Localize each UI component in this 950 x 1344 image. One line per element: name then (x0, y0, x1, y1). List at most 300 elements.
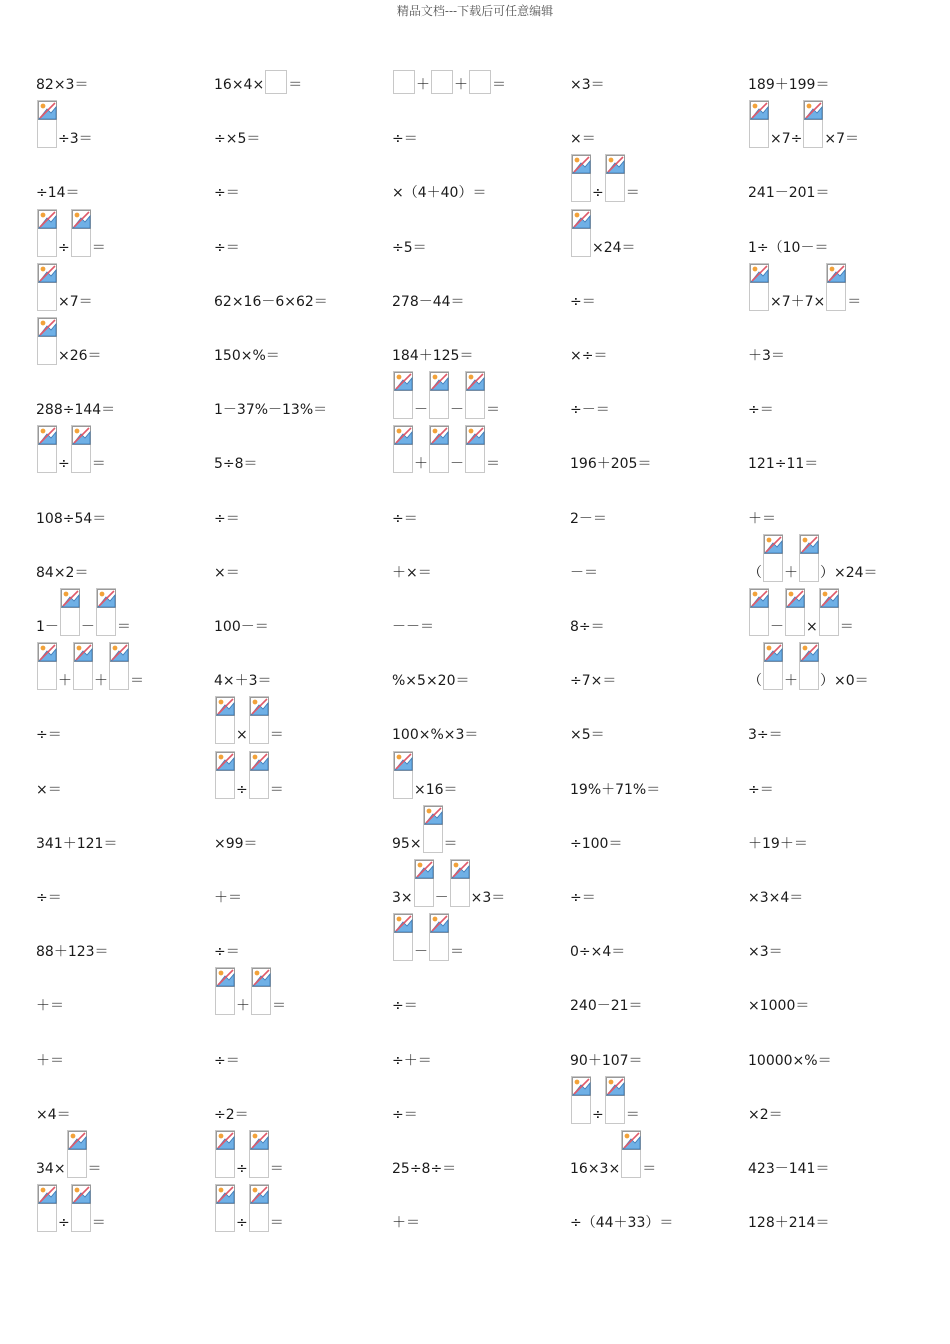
image-placeholder-icon (424, 806, 443, 825)
expression-text: ＋19＋＝ (748, 835, 808, 852)
exercise-item (36, 1182, 106, 1232)
exercise-item (36, 98, 93, 148)
exercise-item (392, 369, 500, 419)
expression-text: 19%＋71%＝ (570, 781, 661, 798)
expression-text: ×26＝ (58, 348, 102, 364)
image-placeholder-icon (430, 914, 449, 933)
exercise-item (36, 315, 102, 365)
exercise-item (36, 827, 117, 853)
answer-box[interactable] (215, 1130, 235, 1178)
exercise-item (570, 502, 607, 528)
image-placeholder-icon (750, 589, 769, 608)
answer-box[interactable] (803, 100, 823, 148)
expression-text: ÷ (592, 1106, 604, 1123)
answer-blank[interactable] (393, 70, 415, 94)
answer-box[interactable] (423, 805, 443, 853)
expression-text: ×（4＋40）＝ (392, 185, 487, 202)
answer-box[interactable] (571, 154, 591, 202)
expression-text: ×7＝ (824, 131, 860, 148)
image-placeholder-icon (800, 535, 819, 554)
answer-box[interactable] (749, 100, 769, 148)
exercise-item (392, 556, 432, 582)
image-placeholder-icon (750, 264, 769, 283)
expression-text: ＋3＝ (748, 348, 785, 364)
image-placeholder-icon (250, 1131, 269, 1150)
answer-box[interactable] (37, 263, 57, 311)
exercise-item (36, 881, 62, 907)
image-placeholder-icon (394, 426, 413, 445)
exercise-item (570, 285, 596, 311)
exercise-item (570, 718, 605, 744)
answer-box[interactable] (37, 425, 57, 473)
expression-text: ÷ (236, 781, 248, 798)
exercise-item (36, 176, 80, 202)
expression-text: － (450, 402, 464, 419)
expression-text: － (414, 944, 428, 961)
image-placeholder-icon (38, 101, 57, 120)
answer-box[interactable] (785, 588, 805, 636)
image-placeholder-icon (250, 752, 269, 771)
expression-text: ＋＝ (36, 1052, 64, 1069)
exercise-item (36, 718, 62, 744)
exercise-item (392, 857, 505, 907)
exercise-item (214, 176, 240, 202)
answer-box[interactable] (71, 1184, 91, 1232)
answer-box[interactable] (37, 317, 57, 365)
answer-box[interactable] (60, 588, 80, 636)
expression-text: ＝ (87, 1161, 102, 1177)
expression-text: 1÷（10－＝ (748, 239, 829, 256)
expression-text: 62×16－6×62＝ (214, 293, 328, 310)
answer-box[interactable] (393, 371, 413, 419)
exercise-item (392, 610, 434, 636)
image-placeholder-icon (415, 860, 434, 879)
image-placeholder-icon (252, 968, 271, 987)
expression-text: ＝ (450, 944, 464, 961)
expression-text: ＋ (784, 564, 798, 581)
exercise-item (214, 393, 327, 419)
expression-text: ÷＋＝ (392, 1052, 432, 1069)
answer-box[interactable] (249, 696, 269, 744)
expression-text: 5÷8＝ (214, 456, 258, 473)
exercise-item (214, 1098, 249, 1124)
exercise-item (36, 556, 88, 582)
exercise-item (36, 1098, 71, 1124)
expression-text: ÷2＝ (214, 1106, 249, 1123)
expression-text: ＝ (91, 1215, 106, 1232)
expression-text: （ (748, 564, 762, 581)
expression-text: 4×＋3＝ (214, 673, 272, 690)
expression-text: 84×2＝ (36, 564, 89, 581)
expression-text: 16×3× (570, 1161, 621, 1177)
exercise-item (392, 502, 418, 528)
expression-text: ＝ (839, 619, 854, 635)
expression-text: ＋ (416, 77, 430, 93)
expression-text: ＝ (269, 1215, 284, 1232)
expression-text: 34× (36, 1161, 66, 1177)
exercise-item (392, 664, 470, 690)
expression-text: 196＋205＝ (570, 456, 652, 473)
exercise-item (748, 502, 776, 528)
expression-text: 100×%×3＝ (392, 727, 479, 744)
answer-box[interactable] (73, 642, 93, 690)
expression-text: ＋ (58, 673, 72, 690)
expression-text: ＝ (269, 781, 284, 798)
answer-box[interactable] (414, 859, 434, 907)
exercise-item (36, 586, 131, 636)
exercise-item (570, 1128, 656, 1178)
exercise-item (570, 68, 605, 94)
expression-text: 341＋121＝ (36, 835, 118, 852)
expression-text: 100－＝ (214, 619, 269, 635)
answer-box[interactable] (37, 642, 57, 690)
exercise-item (392, 176, 486, 202)
exercise-item (214, 664, 272, 690)
exercise-item (748, 231, 828, 257)
answer-box[interactable] (749, 263, 769, 311)
expression-text: 16×4× (214, 77, 265, 93)
exercise-item (748, 1152, 829, 1178)
exercise-item (748, 881, 803, 907)
expression-text: －－＝ (392, 619, 434, 635)
image-placeholder-icon (466, 372, 485, 391)
answer-box[interactable] (429, 913, 449, 961)
answer-box[interactable] (393, 425, 413, 473)
exercise-item (748, 261, 861, 311)
expression-text: 3÷＝ (748, 727, 783, 744)
exercise-item (748, 773, 774, 799)
image-placeholder-icon (394, 752, 413, 771)
exercise-item (214, 447, 258, 473)
answer-box[interactable] (799, 534, 819, 582)
expression-text: ÷＝ (748, 781, 774, 798)
expression-text: 423－141＝ (748, 1161, 830, 1177)
expression-text: ÷ (58, 456, 70, 473)
expression-text: ÷＝ (392, 998, 418, 1015)
exercise-item (214, 339, 280, 365)
expression-text: ＝ (486, 402, 500, 419)
expression-text: ×16＝ (414, 781, 458, 798)
exercise-item (36, 935, 109, 961)
exercise-item (36, 68, 88, 94)
expression-text: ×4＝ (36, 1106, 71, 1123)
exercise-item (214, 1182, 284, 1232)
expression-text: ÷14＝ (36, 185, 80, 202)
image-placeholder-icon (572, 210, 591, 229)
expression-text: ×＝ (36, 781, 62, 798)
answer-box[interactable] (621, 1130, 641, 1178)
exercise-item (748, 447, 818, 473)
exercise-item (570, 1044, 643, 1070)
exercise-item (570, 827, 622, 853)
exercise-item (36, 640, 144, 690)
expression-text: －＝ (570, 564, 598, 581)
expression-text: ＝ (269, 1161, 284, 1177)
expression-text: ＝ (847, 293, 862, 310)
answer-box[interactable] (251, 967, 271, 1015)
expression-text: － (450, 456, 464, 473)
image-placeholder-icon (97, 589, 116, 608)
exercise-item (748, 176, 829, 202)
expression-text: ÷＝ (570, 890, 596, 906)
expression-text: 240－21＝ (570, 998, 643, 1015)
page-header: 精品文档---下载后可任意编辑 (396, 4, 554, 18)
image-placeholder-icon (820, 589, 839, 608)
image-placeholder-icon (750, 101, 769, 120)
expression-text: ＋＝ (36, 998, 64, 1015)
answer-box[interactable] (37, 1184, 57, 1232)
answer-box[interactable] (571, 209, 591, 257)
expression-text: ＋ (94, 673, 108, 690)
expression-text: 108÷54＝ (36, 510, 107, 527)
expression-text: ＝ (288, 77, 303, 93)
image-placeholder-icon (38, 426, 57, 445)
expression-text: × (236, 727, 248, 744)
exercise-item (36, 423, 106, 473)
exercise-item (570, 393, 610, 419)
expression-text: ＝ (642, 1161, 657, 1177)
answer-box[interactable] (249, 751, 269, 799)
expression-text: ÷＝ (392, 510, 418, 527)
expression-text: 82×3＝ (36, 77, 89, 93)
expression-text: ）×0＝ (820, 673, 869, 690)
exercise-item (214, 231, 240, 257)
answer-box[interactable] (450, 859, 470, 907)
expression-text: ＝ (486, 456, 500, 473)
exercise-item (748, 718, 783, 744)
image-placeholder-icon (606, 155, 625, 174)
answer-box[interactable] (37, 209, 57, 257)
expression-text: ÷－＝ (570, 402, 610, 419)
image-placeholder-icon (72, 210, 91, 229)
expression-text: ×÷＝ (570, 348, 608, 364)
answer-box[interactable] (67, 1130, 87, 1178)
expression-text: ÷＝ (392, 1106, 418, 1123)
answer-box[interactable] (215, 1184, 235, 1232)
answer-box[interactable] (429, 371, 449, 419)
expression-text: ＋ (236, 998, 250, 1015)
image-placeholder-icon (606, 1077, 625, 1096)
expression-text: ÷＝ (214, 510, 240, 527)
exercise-item (570, 556, 598, 582)
expression-text: ÷＝ (748, 402, 774, 419)
answer-box[interactable] (763, 534, 783, 582)
exercise-item (214, 881, 242, 907)
image-placeholder-icon (430, 426, 449, 445)
exercise-item (392, 122, 418, 148)
expression-text: ＝ (625, 1106, 640, 1123)
exercise-item (748, 1044, 832, 1070)
image-placeholder-icon (250, 697, 269, 716)
expression-text: ＋×＝ (392, 564, 432, 581)
image-placeholder-icon (572, 155, 591, 174)
expression-text: ÷ (236, 1161, 248, 1177)
expression-text: ×1000＝ (748, 998, 810, 1015)
expression-text: 1－ (36, 619, 59, 635)
answer-box[interactable] (763, 642, 783, 690)
exercise-item (392, 749, 458, 799)
image-placeholder-icon (786, 589, 805, 608)
expression-text: 278－44＝ (392, 293, 465, 310)
exercise-item (214, 935, 240, 961)
answer-box[interactable] (393, 913, 413, 961)
exercise-item (36, 773, 62, 799)
exercise-item (392, 285, 465, 311)
exercise-item (748, 989, 809, 1015)
answer-box[interactable] (605, 1076, 625, 1124)
exercise-item (214, 694, 284, 744)
expression-text: ＝ (272, 998, 286, 1015)
exercise-item (36, 989, 64, 1015)
exercise-item (214, 1044, 240, 1070)
answer-box[interactable] (71, 209, 91, 257)
expression-text: － (414, 402, 428, 419)
expression-text: ＝ (91, 239, 106, 256)
exercise-item (392, 1152, 456, 1178)
expression-text: 184＋125＝ (392, 348, 474, 364)
image-placeholder-icon (216, 1185, 235, 1204)
expression-text: － (80, 619, 95, 635)
expression-text: ＋＝ (392, 1215, 420, 1232)
expression-text: 95× (392, 835, 422, 852)
exercise-item (214, 122, 260, 148)
expression-text: （ (748, 673, 762, 690)
answer-box[interactable] (109, 642, 129, 690)
expression-text: － (434, 890, 449, 906)
answer-box[interactable] (749, 588, 769, 636)
expression-text: 10000×%＝ (748, 1052, 832, 1069)
image-placeholder-icon (216, 1131, 235, 1150)
exercise-item (214, 610, 269, 636)
exercise-item (214, 502, 240, 528)
answer-box[interactable] (465, 371, 485, 419)
exercise-item (570, 935, 625, 961)
image-placeholder-icon (800, 643, 819, 662)
exercise-item (570, 152, 640, 202)
answer-box[interactable] (826, 263, 846, 311)
expression-text: × (806, 619, 818, 635)
expression-text: ÷5＝ (392, 239, 427, 256)
expression-text: 128＋214＝ (748, 1215, 830, 1232)
image-placeholder-icon (764, 643, 783, 662)
answer-blank[interactable] (265, 70, 287, 94)
expression-text: ÷＝ (214, 944, 240, 961)
answer-box[interactable] (96, 588, 116, 636)
expression-text: 90＋107＝ (570, 1052, 643, 1069)
answer-box[interactable] (249, 1184, 269, 1232)
answer-box[interactable] (605, 154, 625, 202)
exercise-item (748, 98, 859, 148)
expression-text: ×7＝ (58, 293, 93, 310)
expression-text: ×24＝ (592, 239, 636, 256)
exercise-item (570, 1074, 640, 1124)
exercise-item (392, 423, 500, 473)
answer-box[interactable] (37, 100, 57, 148)
image-placeholder-icon (466, 426, 485, 445)
exercise-item (748, 1206, 829, 1232)
image-placeholder-icon (38, 1185, 57, 1204)
exercise-item (36, 1044, 64, 1070)
expression-text: ＝ (269, 727, 284, 744)
image-placeholder-icon (74, 643, 93, 662)
image-placeholder-icon (764, 535, 783, 554)
exercise-item (748, 393, 774, 419)
expression-text: ÷100＝ (570, 835, 623, 852)
exercise-item (392, 718, 478, 744)
image-placeholder-icon (394, 372, 413, 391)
exercise-item (392, 339, 473, 365)
answer-blank[interactable] (431, 70, 453, 94)
expression-text: 121÷11＝ (748, 456, 819, 473)
image-placeholder-icon (451, 860, 470, 879)
answer-box[interactable] (215, 967, 235, 1015)
exercise-item (748, 68, 829, 94)
image-placeholder-icon (804, 101, 823, 120)
image-placeholder-icon (72, 1185, 91, 1204)
image-placeholder-icon (216, 752, 235, 771)
exercise-item (570, 447, 651, 473)
answer-box[interactable] (393, 751, 413, 799)
expression-text: ÷ (592, 185, 604, 202)
answer-box[interactable] (71, 425, 91, 473)
answer-box[interactable] (249, 1130, 269, 1178)
image-placeholder-icon (38, 318, 57, 337)
expression-text: 241－201＝ (748, 185, 830, 202)
exercise-item (214, 556, 240, 582)
expression-text: ÷ (236, 1215, 248, 1232)
expression-text: ÷＝ (214, 1052, 240, 1069)
exercise-item (392, 989, 418, 1015)
image-placeholder-icon (622, 1131, 641, 1150)
exercise-item (214, 68, 302, 94)
image-placeholder-icon (216, 968, 235, 987)
exercise-item (570, 881, 596, 907)
expression-text: ×7÷ (770, 131, 803, 148)
exercise-item (392, 1206, 420, 1232)
expression-text: ÷＝ (214, 239, 240, 256)
answer-box[interactable] (429, 425, 449, 473)
expression-text: ÷（44＋33）＝ (570, 1215, 674, 1232)
answer-box[interactable] (799, 642, 819, 690)
image-placeholder-icon (68, 1131, 87, 1150)
exercise-item (748, 532, 878, 582)
answer-box[interactable] (215, 696, 235, 744)
expression-text: ＋ (784, 673, 798, 690)
expression-text: ＝ (91, 456, 106, 473)
expression-text: ×3＝ (570, 77, 605, 93)
expression-text: ÷×5＝ (214, 131, 261, 148)
expression-text: ＋ (414, 456, 428, 473)
expression-text: ＋ (454, 77, 468, 93)
expression-text: ÷＝ (36, 890, 62, 906)
exercise-item (570, 610, 605, 636)
exercise-item (570, 1206, 673, 1232)
answer-box[interactable] (465, 425, 485, 473)
answer-box[interactable] (215, 751, 235, 799)
expression-text: 8÷＝ (570, 619, 605, 635)
answer-box[interactable] (819, 588, 839, 636)
exercise-item (392, 911, 464, 961)
exercise-item (36, 207, 106, 257)
expression-text: 3× (392, 890, 413, 906)
expression-text: － (770, 619, 784, 635)
exercise-item (570, 989, 643, 1015)
answer-box[interactable] (571, 1076, 591, 1124)
expression-text: ÷ (58, 239, 70, 256)
answer-blank[interactable] (469, 70, 491, 94)
image-placeholder-icon (38, 210, 57, 229)
expression-text: 288÷144＝ (36, 402, 116, 419)
